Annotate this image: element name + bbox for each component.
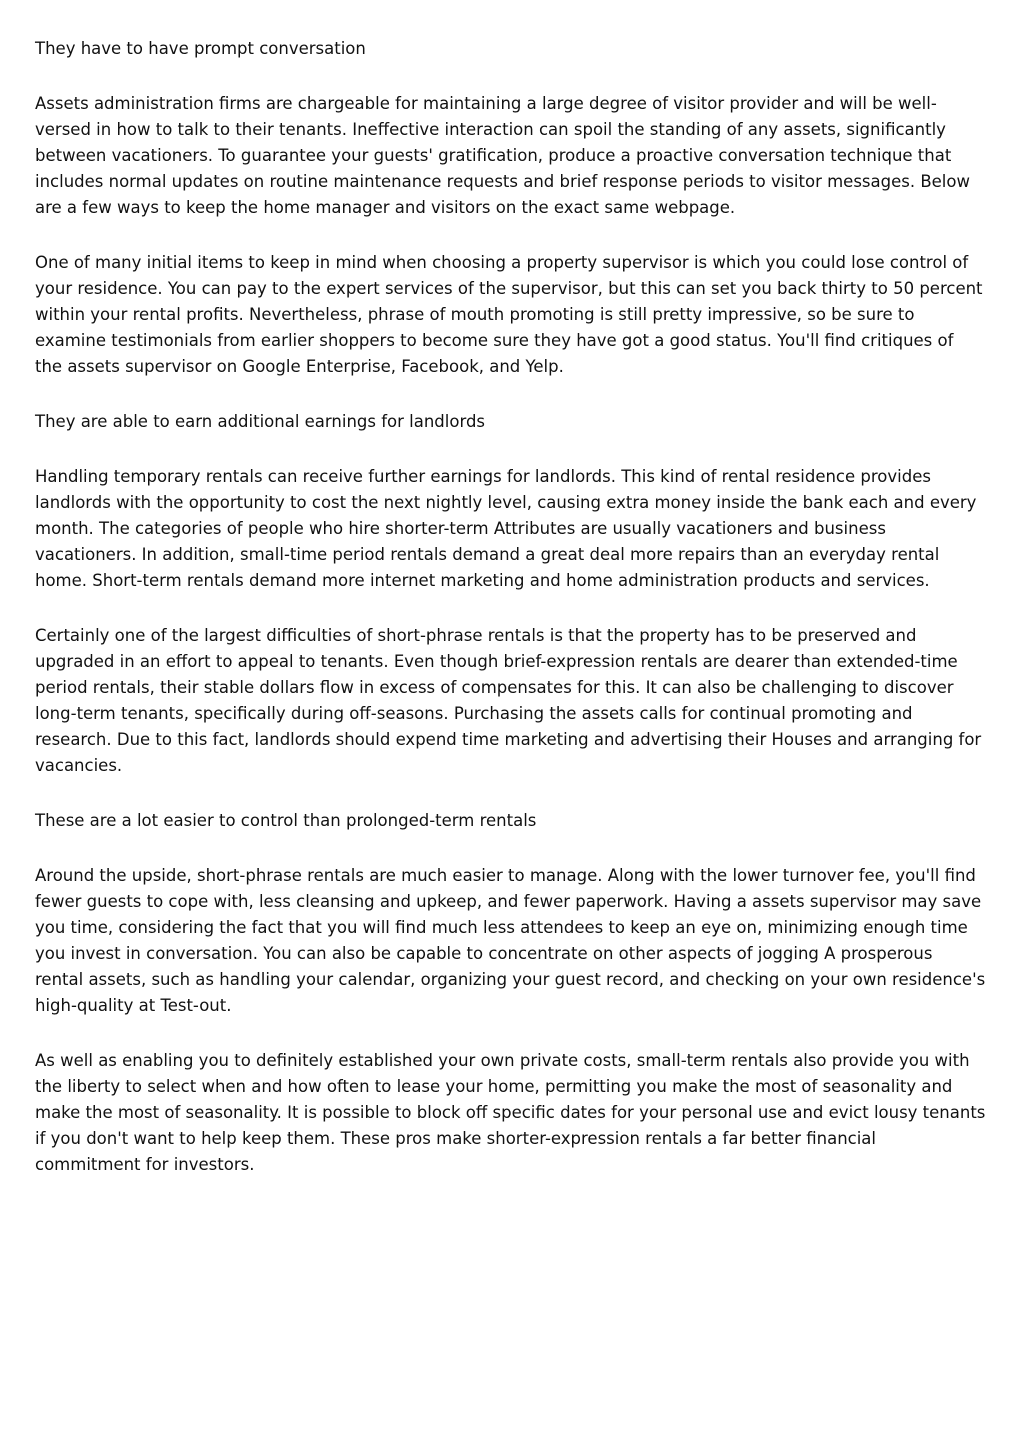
paragraph-line: fewer guests to cope with, less cleansing and upkeep, and fewer paperwork. Having a assets supervisor may save xyxy=(35,892,982,911)
paragraph xyxy=(35,464,990,594)
paragraph xyxy=(35,91,990,221)
heading-line: They are able to earn additional earnings for landlords xyxy=(35,412,486,431)
section-heading xyxy=(35,409,990,435)
paragraph-line: period rentals, their stable dollars flow in excess of compensates for this. It can also be challenging to discover xyxy=(35,678,954,697)
paragraph-line: Handling temporary rentals can receive further earnings for landlords. This kind of rental residence provides xyxy=(35,467,931,486)
paragraph-line: your residence. You can pay to the expert services of the supervisor, but this can set you back thirty to 50 percent xyxy=(35,279,983,298)
paragraph xyxy=(35,623,990,779)
paragraph-line: you time, considering the fact that you will find much less attendees to keep an eye on, minimizing enough time xyxy=(35,918,968,937)
paragraph-line: commitment for investors. xyxy=(35,1155,255,1174)
paragraph-line: the liberty to select when and how often to lease your home, permitting you make the most of seasonality and xyxy=(35,1077,953,1096)
heading-line: They have to have prompt conversation xyxy=(35,39,366,58)
paragraph-line: upgraded in an effort to appeal to tenants. Even though brief-expression rentals are dearer than extended-time xyxy=(35,652,958,671)
paragraph-line: between vacationers. To guarantee your guests' gratification, produce a proactive conversation technique that xyxy=(35,146,952,165)
document-body xyxy=(35,36,990,1207)
paragraph-line: month. The categories of people who hire shorter-term Attributes are usually vacationers and business xyxy=(35,519,886,538)
section-heading xyxy=(35,808,990,834)
paragraph-line: includes normal updates on routine maintenance requests and brief response periods to visitor messages. Below xyxy=(35,172,970,191)
paragraph-line: rental assets, such as handling your calendar, organizing your guest record, and checking on your own residence's xyxy=(35,970,986,989)
paragraph-line: long-term tenants, specifically during off-seasons. Purchasing the assets calls for continual promoting and xyxy=(35,704,913,723)
paragraph-line: research. Due to this fact, landlords should expend time marketing and advertising their Houses and arranging for xyxy=(35,730,982,749)
paragraph-line: vacationers. In addition, small-time period rentals demand a great deal more repairs than an everyday rental xyxy=(35,545,940,564)
paragraph-line: if you don't want to help keep them. These pros make shorter-expression rentals a far better financial xyxy=(35,1129,877,1148)
paragraph-line: are a few ways to keep the home manager and visitors on the exact same webpage. xyxy=(35,198,736,217)
paragraph-line: One of many initial items to keep in mind when choosing a property supervisor is which you could lose control of xyxy=(35,253,969,272)
paragraph xyxy=(35,863,990,1019)
paragraph-line: examine testimonials from earlier shoppers to become sure they have got a good status. You'll find critiques of xyxy=(35,331,954,350)
paragraph-line: As well as enabling you to definitely established your own private costs, small-term rentals also provide you with xyxy=(35,1051,970,1070)
heading-line: These are a lot easier to control than prolonged-term rentals xyxy=(35,811,537,830)
paragraph-line: high-quality at Test-out. xyxy=(35,996,232,1015)
paragraph-line: Certainly one of the largest difficulties of short-phrase rentals is that the property has to be preserved and xyxy=(35,626,917,645)
paragraph-line: within your rental profits. Nevertheless, phrase of mouth promoting is still pretty impressive, so be sure to xyxy=(35,305,915,324)
paragraph-line: vacancies. xyxy=(35,756,123,775)
paragraph-line: Assets administration firms are chargeable for maintaining a large degree of visitor provider and will be well- xyxy=(35,94,937,113)
paragraph-line: the assets supervisor on Google Enterprise, Facebook, and Yelp. xyxy=(35,357,564,376)
section-heading xyxy=(35,36,990,62)
paragraph-line: make the most of seasonality. It is possible to block off specific dates for your personal use and evict lousy tenants xyxy=(35,1103,986,1122)
paragraph xyxy=(35,1048,990,1178)
paragraph-line: landlords with the opportunity to cost the next nightly level, causing extra money inside the bank each and every xyxy=(35,493,977,512)
paragraph-line: you invest in conversation. You can also be capable to concentrate on other aspects of jogging A prosperous xyxy=(35,944,933,963)
paragraph-line: home. Short-term rentals demand more internet marketing and home administration products and services. xyxy=(35,571,930,590)
paragraph-line: versed in how to talk to their tenants. Ineffective interaction can spoil the standing of any assets, significantly xyxy=(35,120,946,139)
paragraph xyxy=(35,250,990,380)
paragraph-line: Around the upside, short-phrase rentals are much easier to manage. Along with the lower turnover fee, you'll find xyxy=(35,866,976,885)
